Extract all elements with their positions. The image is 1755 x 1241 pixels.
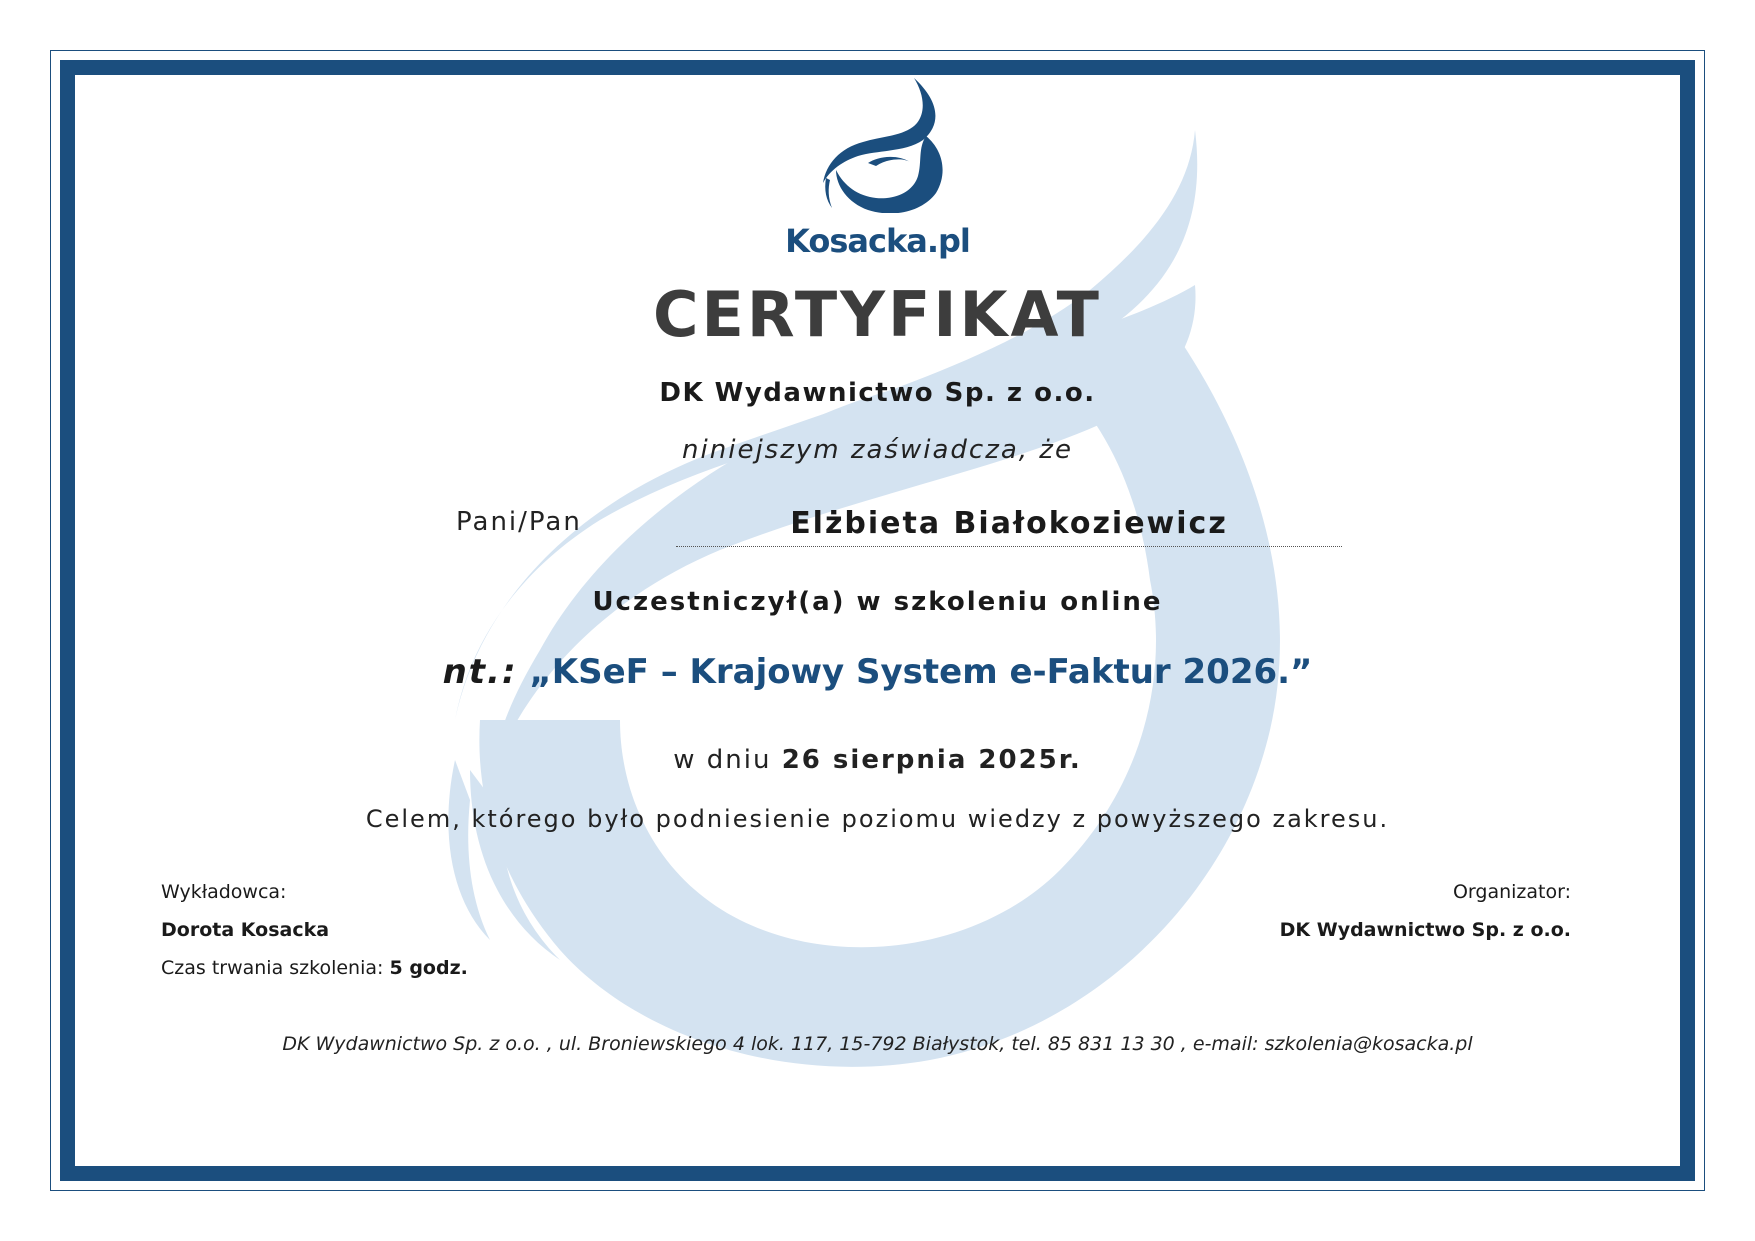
lecturer-label: Wykładowca: xyxy=(161,881,287,903)
brand-name: Kosacka.pl xyxy=(785,222,970,260)
kosacka-logo-icon xyxy=(818,78,948,213)
participation-text: Uczestniczył(a) w szkoleniu online xyxy=(592,587,1163,617)
duration-line xyxy=(161,957,468,995)
recipient-name: Elżbieta Białokoziewicz xyxy=(790,506,1228,541)
organizer-block xyxy=(1280,881,1571,957)
organizer-name: DK Wydawnictwo Sp. z o.o. xyxy=(1279,919,1571,941)
recipient-name-underline xyxy=(676,546,1342,547)
topic-title: „KSeF – Krajowy System e-Faktur 2026.” xyxy=(529,652,1313,692)
topic-prefix: nt.: xyxy=(442,652,518,692)
date-value: 26 sierpnia 2025r. xyxy=(781,745,1082,775)
duration-value: 5 godz. xyxy=(389,957,468,979)
recipient-label: Pani/Pan xyxy=(456,507,582,537)
footer-contact: DK Wydawnictwo Sp. z o.o. , ul. Broniewskiego 4 lok. 117, 15-792 Białystok, tel. 85 831 13 30 , e-mail: szkolenia@kosacka.pl xyxy=(282,1033,1473,1055)
date-prefix: w dniu xyxy=(673,745,772,775)
lecturer-name: Dorota Kosacka xyxy=(161,919,330,941)
training-date xyxy=(0,745,1755,775)
certificate-title: CERTYFIKAT xyxy=(653,278,1102,351)
certifies-text: niniejszym zaświadcza, że xyxy=(682,435,1073,465)
training-topic xyxy=(0,652,1755,692)
issuer-name: DK Wydawnictwo Sp. z o.o. xyxy=(659,378,1096,408)
lecturer-block xyxy=(161,881,468,995)
organizer-label: Organizator: xyxy=(1452,881,1571,903)
duration-label: Czas trwania szkolenia: xyxy=(161,957,384,979)
purpose-text: Celem, którego było podniesienie poziomu wiedzy z powyższego zakresu. xyxy=(365,805,1390,833)
